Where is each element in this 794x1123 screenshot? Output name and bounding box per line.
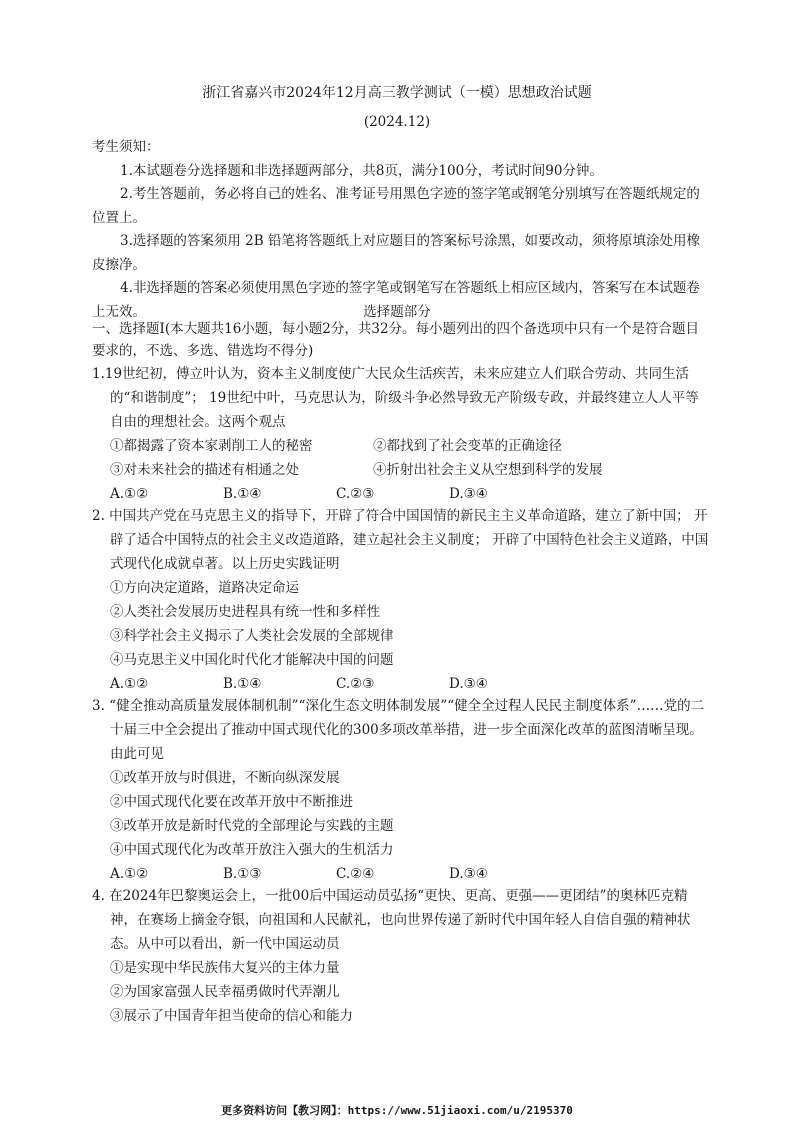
choice-b: B.①④: [223, 486, 262, 502]
question-3: [92, 694, 712, 886]
choice-a: A.①②: [110, 486, 149, 502]
option: ④折射出社会主义从空想到科学的发展: [373, 462, 603, 478]
option: ④马克思主义中国化时代化才能解决中国的问题: [110, 652, 394, 668]
choice-a: A.①②: [110, 866, 149, 882]
choice-c: C.②③: [336, 676, 375, 692]
option: ②为国家富强人民幸福勇做时代弄潮儿: [110, 984, 340, 1000]
question-4: [92, 884, 712, 1028]
option: ②都找到了社会变革的正确途径: [373, 438, 562, 454]
choice-b: B.①④: [223, 676, 262, 692]
choice-c: C.②③: [336, 486, 375, 502]
notice-item: 1.本试题卷分选择题和非选择题两部分，共8页，满分100分，考试时间90分钟。: [120, 162, 603, 179]
page-title: 浙江省嘉兴市2024年12月高三教学测试（一模）思想政治试题: [202, 85, 592, 101]
answer-choices: [92, 482, 712, 506]
answer-choices: [92, 862, 712, 886]
option: ①方向决定道路，道路决定命运: [110, 580, 299, 596]
option: ①都揭露了资本家剥削工人的秘密: [110, 438, 313, 454]
choice-d: D.③④: [449, 866, 488, 882]
choice-d: D.③④: [449, 486, 488, 502]
option: ①是实现中华民族伟大复兴的主体力量: [110, 960, 340, 976]
section-instruction: 一、选择题Ⅰ(本大题共16小题，每小题2分，共32分。每小题列出的四个备选项中只有一个是符合题目要求的，不选、多选、错选均不得分): [92, 321, 700, 359]
question-2: [92, 504, 712, 696]
question-stem: 1.19世纪初，傅立叶认为，资本主义制度使广大民众生活疾苦，未来应建立人们联合劳动、共同生活的“和谐制度”； 19世纪中叶，马克思认为，阶级斗争必然导致无产阶级专政，并最终建立人人平等自由的理想社会。这两个观点: [92, 366, 699, 430]
answer-choices: [92, 672, 712, 696]
notice-item: 3.选择题的答案须用 2B 铅笔将答题纸上对应题目的答案标号涂黑，如要改动，须将原填涂处用橡皮擦净。: [92, 233, 700, 273]
section-title: 选择题部分: [363, 304, 431, 320]
question-stem: 4. 在2024年巴黎奥运会上，一批00后中国运动员弘扬“更快、更高、更强——更团结”的奥林匹克精神，在赛场上摘金夺银，向祖国和人民献礼，也向世界传递了新时代中国年轻人自信自强的精神状态。从中可以看出，新一代中国运动员: [92, 888, 691, 952]
option-row: [92, 434, 712, 458]
choice-b: B.①③: [223, 866, 262, 882]
question-1: [92, 362, 712, 506]
option: ③展示了中国青年担当使命的信心和能力: [110, 1008, 353, 1024]
notice-item: 2.考生答题前，务必将自己的姓名、准考证号用黑色字迹的签字笔或钢笔分别填写在答题纸规定的位置上。: [92, 186, 700, 226]
option: ③对未来社会的描述有相通之处: [110, 462, 299, 478]
notice-heading: 考生须知：: [92, 139, 160, 155]
option: ①改革开放与时俱进，不断向纵深发展: [110, 770, 340, 786]
question-stem: 2. 中国共产党在马克思主义的指导下，开辟了符合中国国情的新民主主义革命道路，建立了新中国； 开辟了适合中国特点的社会主义改造道路，建立起社会主义制度； 开辟了中国特色社会主义道路，中国式现代化成就卓著。以上历史实践证明: [92, 508, 709, 572]
option: ②人类社会发展历史进程具有统一性和多样性: [110, 604, 380, 620]
choice-a: A.①②: [110, 676, 149, 692]
candidate-notice: [92, 136, 712, 324]
option: ③改革开放是新时代党的全部理论与实践的主题: [110, 818, 394, 834]
choice-d: D.③④: [449, 676, 488, 692]
exam-date: (2024.12): [363, 114, 431, 130]
option: ④中国式现代化为改革开放注入强大的生机活力: [110, 842, 394, 858]
option: ③科学社会主义揭示了人类社会发展的全部规律: [110, 628, 394, 644]
footer-link[interactable]: 更多资料访问【教习网】：https://www.51jiaoxi.com/u/2195370: [221, 1104, 573, 1117]
choice-c: C.②④: [336, 866, 375, 882]
option: ②中国式现代化要在改革开放中不断推进: [110, 794, 353, 810]
option-row: [92, 458, 712, 482]
notice-item: 4.非选择题的答案必须使用黑色字迹的签字笔或钢笔写在答题纸上相应区域内，答案写在本试题卷上无效。: [92, 280, 700, 320]
question-stem: 3. “健全推动高质量发展体制机制”“深化生态文明体制发展”“健全全过程人民民主制度体系”……党的二十届三中全会提出了推动中国式现代化的300多项改革举措，进一步全面深化改革的蓝图清晰呈现。由此可见: [92, 698, 705, 762]
